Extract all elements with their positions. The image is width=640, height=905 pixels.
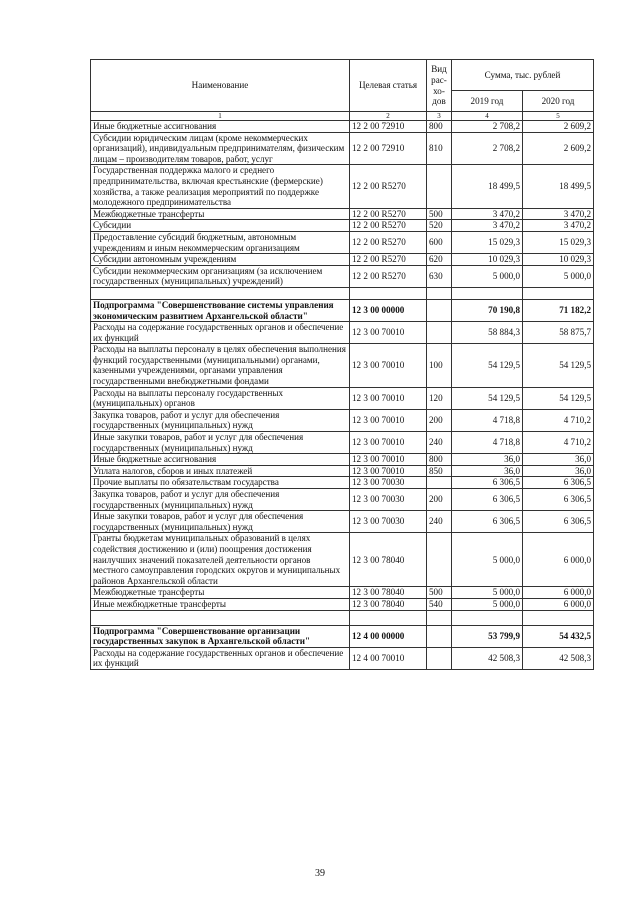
row-sum-2019: 5 000,0 [452,533,523,587]
row-name: Субсидии [91,220,350,232]
row-sum-2019: 5 000,0 [452,587,523,599]
row-name: Субсидии автономным учреждениям [91,254,350,266]
table-row [91,121,594,133]
table-header [91,60,594,121]
row-target-code: 12 3 00 70030 [350,489,427,511]
table-row [91,432,594,454]
row-sum-2020: 2 609,2 [523,132,594,165]
row-sum-2020: 6 306,5 [523,511,594,533]
column-number: 2 [350,112,427,121]
empty-cell [350,610,427,625]
column-number: 5 [523,112,594,121]
table-row [91,477,594,489]
row-name: Субсидии некоммерческим организациям (за исключением государственных (муниципальных) учреждений) [91,265,350,287]
row-sum-2019: 4 718,8 [452,432,523,454]
row-target-code: 12 3 00 70010 [350,409,427,431]
row-expense-type: 240 [427,432,452,454]
empty-cell [523,610,594,625]
row-sum-2019: 36,0 [452,465,523,477]
row-sum-2020: 36,0 [523,465,594,477]
row-name: Подпрограмма "Совершенствование системы управления экономическим развитием Архангельской области" [91,299,350,321]
row-sum-2020: 3 470,2 [523,220,594,232]
row-target-code: 12 2 00 R5270 [350,265,427,287]
empty-cell [427,287,452,299]
row-expense-type: 500 [427,208,452,220]
row-sum-2020: 6 000,0 [523,598,594,610]
row-expense-type: 850 [427,465,452,477]
header-sum: Сумма, тыс. рублей [452,60,594,91]
table-row [91,254,594,266]
row-name: Закупка товаров, работ и услуг для обеспечения государственных (муниципальных) нужд [91,489,350,511]
row-name: Прочие выплаты по обязательствам государства [91,477,350,489]
table-row [91,511,594,533]
row-name: Иные закупки товаров, работ и услуг для обеспечения государственных (муниципальных) нужд [91,432,350,454]
row-sum-2020: 6 000,0 [523,533,594,587]
column-number-row [91,112,594,121]
row-expense-type: 800 [427,454,452,466]
table-row [91,231,594,253]
row-sum-2019: 5 000,0 [452,265,523,287]
row-target-code: 12 3 00 78040 [350,598,427,610]
row-expense-type: 540 [427,598,452,610]
blank-row [91,610,594,625]
row-name: Расходы на содержание государственных органов и обеспечение их функций [91,322,350,344]
row-target-code: 12 2 00 72910 [350,121,427,133]
table-row [91,587,594,599]
row-expense-type [427,165,452,208]
row-expense-type [427,625,452,647]
row-target-code: 12 2 00 72910 [350,132,427,165]
row-name: Межбюджетные трансферты [91,587,350,599]
row-sum-2019: 53 799,9 [452,625,523,647]
row-name: Иные закупки товаров, работ и услуг для обеспечения государственных (муниципальных) нужд [91,511,350,533]
row-sum-2019: 3 470,2 [452,220,523,232]
row-sum-2020: 54 129,5 [523,344,594,387]
row-sum-2020: 71 182,2 [523,299,594,321]
blank-row [91,287,594,299]
header-year-2020: 2020 год [523,91,594,112]
table-row [91,647,594,669]
row-sum-2020: 36,0 [523,454,594,466]
row-expense-type: 600 [427,231,452,253]
table-row [91,208,594,220]
empty-cell [523,287,594,299]
row-sum-2019: 42 508,3 [452,647,523,669]
row-sum-2020: 54 129,5 [523,387,594,409]
row-sum-2020: 4 710,2 [523,432,594,454]
row-target-code: 12 3 00 70010 [350,432,427,454]
row-expense-type: 520 [427,220,452,232]
row-sum-2019: 3 470,2 [452,208,523,220]
empty-cell [91,287,350,299]
header-name: Наименование [91,60,350,112]
header-year-2019: 2019 год [452,91,523,112]
table-row [91,489,594,511]
table-row [91,454,594,466]
row-sum-2019: 10 029,3 [452,254,523,266]
row-target-code: 12 3 00 70010 [350,387,427,409]
table-row [91,465,594,477]
row-sum-2019: 5 000,0 [452,598,523,610]
row-sum-2020: 5 000,0 [523,265,594,287]
row-sum-2019: 6 306,5 [452,489,523,511]
row-sum-2020: 4 710,2 [523,409,594,431]
row-sum-2019: 18 499,5 [452,165,523,208]
column-number: 4 [452,112,523,121]
row-sum-2020: 3 470,2 [523,208,594,220]
header-expense-type: Вид рас-хо-дов [427,60,452,112]
row-sum-2020: 10 029,3 [523,254,594,266]
row-name: Иные межбюджетные трансферты [91,598,350,610]
row-name: Уплата налогов, сборов и иных платежей [91,465,350,477]
row-expense-type: 500 [427,587,452,599]
header-code: Целевая статья [350,60,427,112]
row-expense-type: 800 [427,121,452,133]
row-expense-type [427,322,452,344]
row-target-code: 12 3 00 00000 [350,299,427,321]
row-expense-type [427,477,452,489]
row-sum-2020: 18 499,5 [523,165,594,208]
row-name: Подпрограмма "Совершенствование организации государственных закупок в Архангельской области" [91,625,350,647]
row-expense-type: 120 [427,387,452,409]
row-target-code: 12 3 00 70010 [350,344,427,387]
row-target-code: 12 2 00 R5270 [350,231,427,253]
row-sum-2019: 6 306,5 [452,477,523,489]
row-name: Иные бюджетные ассигнования [91,454,350,466]
row-name: Субсидии юридическим лицам (кроме некоммерческих организаций), индивидуальным предпринимателям, физическим лицам – производителям товаров, работ, услуг [91,132,350,165]
empty-cell [452,287,523,299]
page-number: 39 [315,868,325,879]
row-expense-type: 200 [427,409,452,431]
row-target-code: 12 3 00 70030 [350,477,427,489]
row-sum-2019: 70 190,8 [452,299,523,321]
row-sum-2020: 2 609,2 [523,121,594,133]
subprogram-row [91,299,594,321]
table-body [91,121,594,670]
row-name: Закупка товаров, работ и услуг для обеспечения государственных (муниципальных) нужд [91,409,350,431]
row-sum-2019: 15 029,3 [452,231,523,253]
column-number: 3 [427,112,452,121]
row-target-code: 12 3 00 70030 [350,511,427,533]
subprogram-row [91,625,594,647]
row-sum-2019: 54 129,5 [452,344,523,387]
row-target-code: 12 3 00 70010 [350,465,427,477]
row-expense-type: 100 [427,344,452,387]
row-name: Расходы на выплаты персоналу государственных (муниципальных) органов [91,387,350,409]
empty-cell [452,610,523,625]
row-sum-2019: 2 708,2 [452,132,523,165]
empty-cell [427,610,452,625]
row-name: Расходы на содержание государственных органов и обеспечение их функций [91,647,350,669]
row-sum-2019: 2 708,2 [452,121,523,133]
row-name: Гранты бюджетам муниципальных образований в целях содействия достижению и (или) поощрения достижения наилучших значений показателей деятельности органов местного самоуправления городских округов и муниципальных районов Архангельской области [91,533,350,587]
row-target-code: 12 2 00 R5270 [350,254,427,266]
row-target-code: 12 3 00 70010 [350,322,427,344]
row-name: Предоставление субсидий бюджетным, автономным учреждениям и иным некоммерческим организациям [91,231,350,253]
row-expense-type [427,533,452,587]
row-sum-2019: 4 718,8 [452,409,523,431]
row-expense-type: 200 [427,489,452,511]
row-sum-2020: 6 306,5 [523,477,594,489]
row-expense-type: 240 [427,511,452,533]
row-target-code: 12 4 00 70010 [350,647,427,669]
row-expense-type: 630 [427,265,452,287]
row-expense-type: 620 [427,254,452,266]
row-target-code: 12 3 00 70010 [350,454,427,466]
table-row [91,598,594,610]
row-name: Межбюджетные трансферты [91,208,350,220]
row-sum-2020: 42 508,3 [523,647,594,669]
table-row [91,220,594,232]
table-row [91,344,594,387]
row-expense-type [427,647,452,669]
row-expense-type: 810 [427,132,452,165]
row-name: Расходы на выплаты персоналу в целях обеспечения выполнения функций государственными (муниципальными) органами, казенными учреждениями, органами управления государственными внебюджетными фондами [91,344,350,387]
row-target-code: 12 4 00 00000 [350,625,427,647]
row-sum-2019: 6 306,5 [452,511,523,533]
table-row [91,322,594,344]
row-expense-type [427,299,452,321]
table-row [91,409,594,431]
row-sum-2019: 54 129,5 [452,387,523,409]
row-target-code: 12 3 00 78040 [350,533,427,587]
table-row [91,165,594,208]
table-row [91,533,594,587]
row-name: Иные бюджетные ассигнования [91,121,350,133]
row-target-code: 12 2 00 R5270 [350,208,427,220]
row-target-code: 12 2 00 R5270 [350,220,427,232]
budget-table [90,59,594,670]
table-row [91,265,594,287]
empty-cell [350,287,427,299]
row-sum-2020: 6 000,0 [523,587,594,599]
table-row [91,387,594,409]
empty-cell [91,610,350,625]
row-sum-2019: 58 884,3 [452,322,523,344]
row-sum-2020: 6 306,5 [523,489,594,511]
row-target-code: 12 2 00 R5270 [350,165,427,208]
row-target-code: 12 3 00 78040 [350,587,427,599]
column-number: 1 [91,112,350,121]
table-row [91,132,594,165]
row-sum-2019: 36,0 [452,454,523,466]
row-sum-2020: 15 029,3 [523,231,594,253]
row-sum-2020: 54 432,5 [523,625,594,647]
row-sum-2020: 58 875,7 [523,322,594,344]
row-name: Государственная поддержка малого и среднего предпринимательства, включая крестьянские (фермерские) хозяйства, а также реализация мероприятий по поддержке молодежного предпринимательства [91,165,350,208]
